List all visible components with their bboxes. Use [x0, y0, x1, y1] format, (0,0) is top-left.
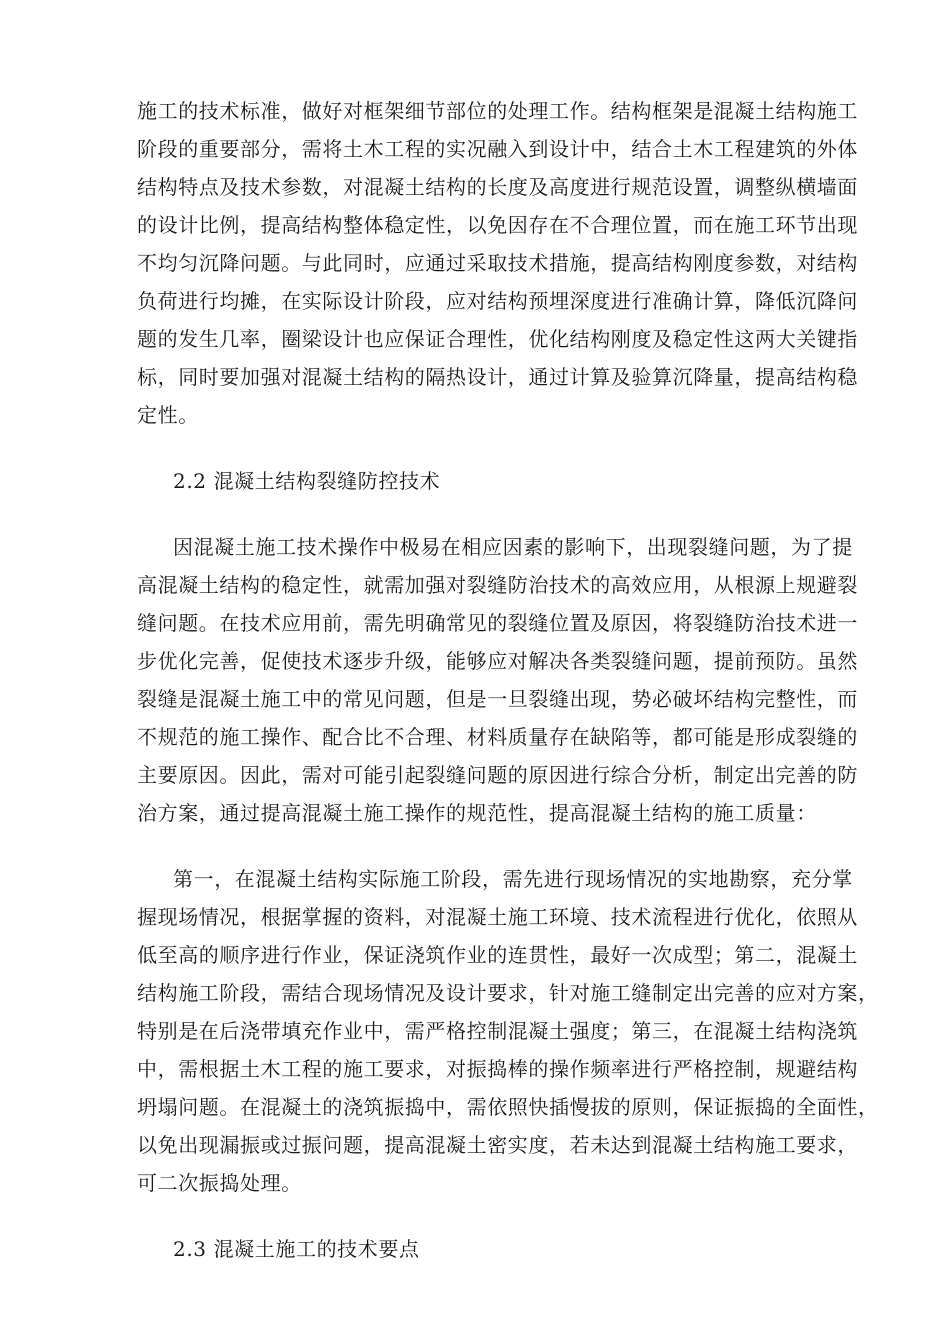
text-line: 步优化完善，促使技术逐步升级，能够应对解决各类裂缝问题，提前预防。虽然	[137, 649, 858, 673]
text-line: 结构施工阶段，需结合现场情况及设计要求，针对施工缝制定出完善的应对方案，	[137, 981, 879, 1005]
text-line: 不均匀沉降问题。与此同时，应通过采取技术措施，提高结构刚度参数，对结构	[137, 251, 858, 275]
paragraph-construction-steps	[137, 860, 879, 1202]
text-line: 特别是在后浇带填充作业中，需严格控制混凝土强度；第三，在混凝土结构浇筑	[137, 1019, 858, 1043]
text-line: 因混凝土施工技术操作中极易在相应因素的影响下，出现裂缝问题，为了提	[173, 535, 853, 559]
text-line: 题的发生几率，圈梁设计也应保证合理性，优化结构刚度及稳定性这两大关键指	[137, 327, 858, 351]
text-line: 定性。	[137, 403, 199, 427]
section-heading-2-3: 2.3 混凝土施工的技术要点	[173, 1237, 420, 1261]
text-line: 低至高的顺序进行作业，保证浇筑作业的连贯性，最好一次成型；第二，混凝土	[137, 943, 858, 967]
text-line: 高混凝土结构的稳定性，就需加强对裂缝防治技术的高效应用，从根源上规避裂	[137, 573, 858, 597]
text-line: 治方案，通过提高混凝土施工操作的规范性，提高混凝土结构的施工质量：	[137, 801, 817, 825]
text-line: 可二次振捣处理。	[137, 1171, 302, 1195]
text-line: 中，需根据土木工程的施工要求，对振捣棒的操作频率进行严格控制，规避结构	[137, 1057, 858, 1081]
text-line: 施工的技术标准，做好对框架细节部位的处理工作。结构框架是混凝土结构施工	[137, 99, 858, 123]
paragraph-crack-control	[137, 528, 858, 832]
text-line: 负荷进行均摊，在实际设计阶段，应对结构预埋深度进行准确计算，降低沉降问	[137, 289, 858, 313]
text-line: 第一，在混凝土结构实际施工阶段，需先进行现场情况的实地勘察，充分掌	[173, 867, 853, 891]
text-line: 缝问题。在技术应用前，需先明确常见的裂缝位置及原因，将裂缝防治技术进一	[137, 611, 858, 635]
text-line: 主要原因。因此，需对可能引起裂缝问题的原因进行综合分析，制定出完善的防	[137, 763, 858, 787]
paragraph-framework	[137, 92, 858, 434]
text-line: 以免出现漏振或过振问题，提高混凝土密实度，若未达到混凝土结构施工要求，	[137, 1133, 858, 1157]
text-line: 阶段的重要部分，需将土木工程的实况融入到设计中，结合土木工程建筑的外体	[137, 137, 858, 161]
text-line: 裂缝是混凝土施工中的常见问题，但是一旦裂缝出现，势必破坏结构完整性，而	[137, 687, 858, 711]
text-line: 不规范的施工操作、配合比不合理、材料质量存在缺陷等，都可能是形成裂缝的	[137, 725, 858, 749]
text-line: 坍塌问题。在混凝土的浇筑振捣中，需依照快插慢拔的原则，保证振捣的全面性，	[137, 1095, 879, 1119]
text-line: 标，同时要加强对混凝土结构的隔热设计，通过计算及验算沉降量，提高结构稳	[137, 365, 858, 389]
text-line: 结构特点及技术参数，对混凝土结构的长度及高度进行规范设置，调整纵横墙面	[137, 175, 858, 199]
text-line: 握现场情况，根据掌握的资料，对混凝土施工环境、技术流程进行优化，依照从	[137, 905, 858, 929]
text-line: 的设计比例，提高结构整体稳定性，以免因存在不合理位置，而在施工环节出现	[137, 213, 858, 237]
section-heading-2-2: 2.2 混凝土结构裂缝防控技术	[173, 469, 441, 493]
document-page	[137, 92, 879, 1268]
